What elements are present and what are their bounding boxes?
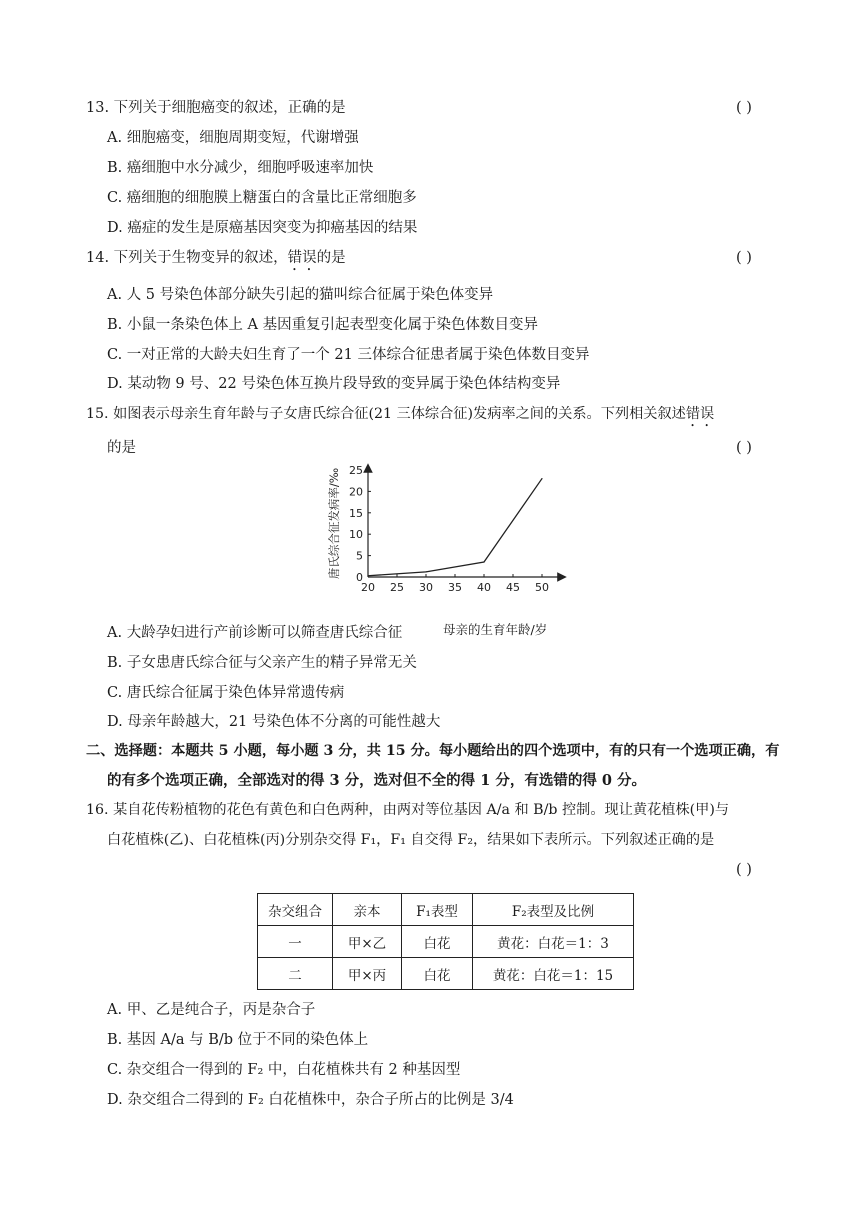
x-tick-label: 40 <box>477 581 491 594</box>
q13-option-a: A. 细胞癌变，细胞周期变短，代谢增强 <box>107 130 359 146</box>
y-tick-label: 20 <box>349 485 363 499</box>
table-cell: 甲×丙 <box>333 958 402 990</box>
table-cell: 甲×乙 <box>333 926 402 958</box>
q14-option-b: B. 小鼠一条染色体上 A 基因重复引起表型变化属于染色体数目变异 <box>107 317 539 333</box>
data-point <box>541 478 542 479</box>
q16-stem-line2: 白花植株(乙)、白花植株(丙)分别杂交得 F₁，F₁ 自交得 F₂，结果如下表所示。下列叙述正确的是 <box>107 832 715 848</box>
cross-results-table <box>257 893 634 990</box>
y-tick-label: 10 <box>349 528 363 542</box>
table-row <box>258 958 634 990</box>
q15-answer-paren: ( ) <box>736 440 752 456</box>
q13-option-b: B. 癌细胞中水分减少，细胞呼吸速率加快 <box>107 160 374 176</box>
section2-heading-line1: 二、选择题：本题共 5 小题，每小题 3 分，共 15 分。每小题给出的四个选项中，有的只有一个选项正确，有 <box>86 743 780 759</box>
data-point <box>367 575 368 576</box>
x-tick-label: 35 <box>448 581 462 594</box>
y-axis-label: 唐氏综合征发病率/‰ <box>327 467 341 580</box>
q16-answer-paren: ( ) <box>736 862 752 878</box>
chart-x-axis-label: 母亲的生育年龄/岁 <box>443 622 548 637</box>
q15-stem-line2: 的是 <box>107 440 136 456</box>
x-tick-label: 50 <box>535 581 549 594</box>
q13-answer-paren: ( ) <box>736 100 752 116</box>
q14-option-c: C. 一对正常的大龄夫妇生育了一个 21 三体综合征患者属于染色体数目变异 <box>107 347 590 363</box>
data-point <box>483 561 484 562</box>
q14-option-d: D. 某动物 9 号、22 号染色体互换片段导致的变异属于染色体结构变异 <box>107 376 561 392</box>
table-cell: 黄花：白花＝1：15 <box>473 958 634 990</box>
y-tick-label: 15 <box>349 506 363 520</box>
q15-stem-emphasis: 错误 <box>685 406 715 422</box>
q16-option-b: B. 基因 A/a 与 B/b 位于不同的染色体上 <box>107 1032 369 1048</box>
q16-option-c: C. 杂交组合一得到的 F₂ 中，白花植株共有 2 种基因型 <box>107 1062 461 1078</box>
q15-option-d: D. 母亲年龄越大，21 号染色体不分离的可能性越大 <box>107 714 441 730</box>
q13-option-d: D. 癌症的发生是原癌基因突变为抑癌基因的结果 <box>107 220 418 236</box>
q15-option-a: A. 大龄孕妇进行产前诊断可以筛查唐氏综合征 <box>107 625 403 641</box>
x-tick-label: 45 <box>506 581 520 594</box>
q16-option-d: D. 杂交组合二得到的 F₂ 白花植株中，杂合子所占的比例是 3/4 <box>107 1092 514 1108</box>
y-tick-label: 5 <box>356 549 363 563</box>
q15-stem-pre: 15. 如图表示母亲生育年龄与子女唐氏综合征(21 三体综合征)发病率之间的关系。下列相关叙述 <box>86 406 686 422</box>
q14-stem-pre: 14. 下列关于生物变异的叙述， <box>86 250 288 266</box>
q14-stem <box>86 248 346 274</box>
table-cell: 白花 <box>402 926 473 958</box>
y-tick-label: 25 <box>349 464 363 477</box>
q13-stem: 13. 下列关于细胞癌变的叙述，正确的是 <box>86 100 346 116</box>
q15-stem-line1 <box>86 404 714 430</box>
y-tick-label: 0 <box>356 571 363 584</box>
table-header-cell: 杂交组合 <box>258 894 333 926</box>
table-row <box>258 926 634 958</box>
series-line <box>368 479 542 576</box>
table-cell: 二 <box>258 958 333 990</box>
table-cell: 一 <box>258 926 333 958</box>
q16-stem-line1: 16. 某自花传粉植物的花色有黄色和白色两种，由两对等位基因 A/a 和 B/b 控制。现让黄花植株(甲)与 <box>86 802 730 818</box>
q13-option-c: C. 癌细胞的细胞膜上糖蛋白的含量比正常细胞多 <box>107 190 417 206</box>
q14-answer-paren: ( ) <box>736 250 752 266</box>
table-header-cell: 亲本 <box>333 894 402 926</box>
x-tick-label: 20 <box>361 581 375 594</box>
q15-option-c: C. 唐氏综合征属于染色体异常遗传病 <box>107 685 345 701</box>
q14-option-a: A. 人 5 号染色体部分缺失引起的猫叫综合征属于染色体变异 <box>107 287 494 303</box>
data-point <box>425 571 426 572</box>
q16-option-a: A. 甲、乙是纯合子，丙是杂合子 <box>107 1002 316 1018</box>
q14-stem-post: 的是 <box>316 250 346 266</box>
table-cell: 黄花：白花＝1：3 <box>473 926 634 958</box>
q15-option-b: B. 子女患唐氏综合征与父亲产生的精子异常无关 <box>107 655 417 671</box>
table-header-cell: F₂表型及比例 <box>473 894 634 926</box>
section2-heading-line2: 的有多个选项正确，全部选对的得 3 分，选对但不全的得 1 分，有选错的得 0 分。 <box>107 772 647 789</box>
table-header-cell: F₁表型 <box>402 894 473 926</box>
x-tick-label: 30 <box>419 581 433 594</box>
table-header-row <box>258 894 634 926</box>
table-cell: 白花 <box>402 958 473 990</box>
down-syndrome-chart <box>316 462 586 622</box>
x-tick-label: 25 <box>390 581 404 594</box>
q14-stem-emphasis: 错误 <box>287 250 317 266</box>
